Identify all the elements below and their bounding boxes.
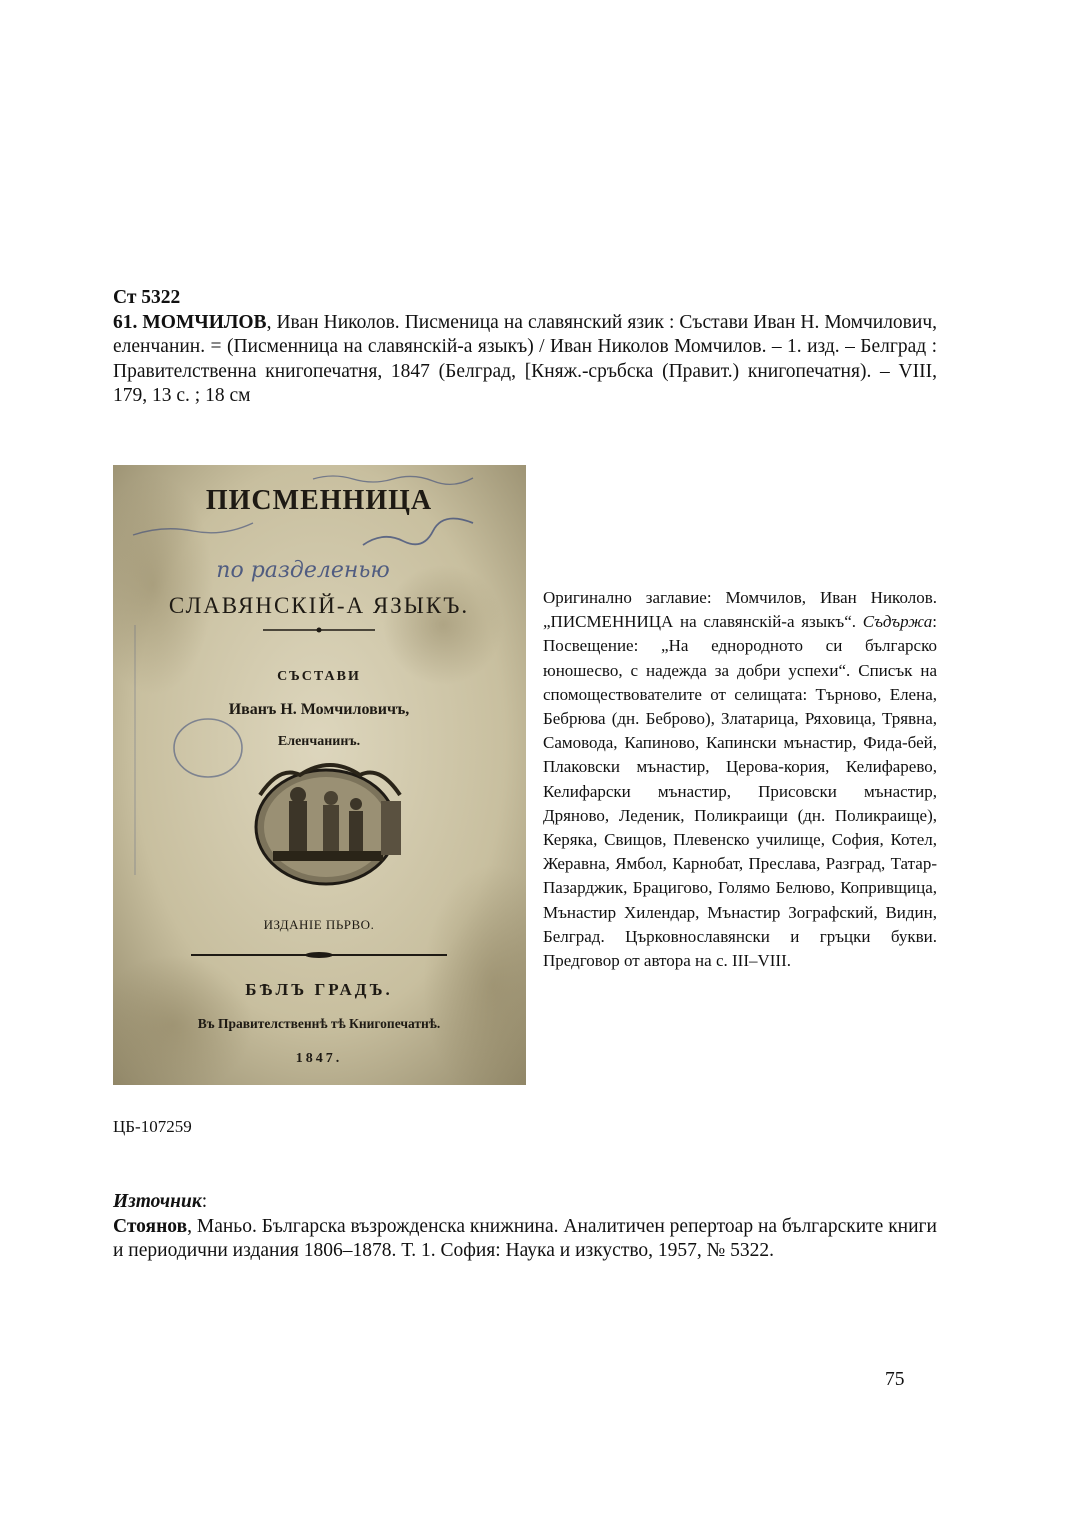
cover-handwritten-line: по разделенью bbox=[216, 558, 390, 583]
source-heading: Източник: bbox=[113, 1191, 208, 1212]
entry-description bbox=[113, 311, 937, 409]
source-citation bbox=[113, 1215, 937, 1264]
contents-text: : Посвещение: „На еднородното си българско юношесво, с надежда за добри успехи“. Списък на спомоществователите от селищата: Търново, Елена, Бебрюва (дн. Беброво), Златарица, Ряховица, Трявна, Самовода, Капиново, Капински мънастир, Фида-бей, Плаковски мънастир, Церова-кория, Келифарево, Келифарски мънастир, Присовски мънастир, Дряново, Леденик, Поликраищи (дн. Поликраище), Керяка, Свищов, Плевенско училище, София, Котел, Жеравна, Ямбол, Карнобат, Преслава, Разград, Татар-Пазарджик, Брацигово, Голямо Белюво, Копривщица, Мънастир Хилендар, Мънастир Зографский, Видин, Белград. Църковнославянски и гръцки букви. Предговор от автора на с. III–VIII. bbox=[543, 612, 937, 971]
source-section bbox=[113, 1190, 937, 1264]
original-title-text: Момчилов, Иван Николов. „ПИСМЕННИЦА на славянскій-а языкъ“. bbox=[543, 588, 937, 632]
cover-subtitle: СЛАВЯНСКІЙ-А ЯЗЫКЪ. bbox=[168, 593, 470, 618]
entry-author: МОМЧИЛОВ bbox=[142, 311, 267, 333]
catalogue-entry bbox=[113, 286, 937, 409]
original-title-label: Оригинално заглавие: bbox=[543, 588, 726, 607]
source-author: Стоянов bbox=[113, 1215, 188, 1237]
entry-text: , Иван Николов. Писменица на славянский язик : Състави Иван Н. Момчилович, еленчанин. = (Писменница на славянскій-а языкъ) / Иван Николов Момчилов. – 1. изд. – Белград : Правителственна книгопечатня, 1847 (Белград, [Княж.-сръбска (Правит.) книгопечатня). – VIII, 179, 13 с. ; 18 см bbox=[113, 311, 937, 407]
cover-composed-by: СЪСТАВИ bbox=[277, 669, 361, 684]
entry-code: Ст 5322 bbox=[113, 287, 181, 308]
original-title-description bbox=[543, 586, 937, 973]
contents-label: Съдържа bbox=[862, 612, 933, 632]
book-cover-photo bbox=[113, 465, 526, 1085]
cover-author: Иванъ Н. Момчиловичъ, bbox=[228, 701, 410, 718]
cover-title: ПИСМЕННИЦА bbox=[205, 485, 433, 516]
entry-number: 61. bbox=[113, 311, 138, 333]
inventory-number: ЦБ-107259 bbox=[113, 1117, 192, 1136]
book-cover-image bbox=[113, 465, 526, 1085]
cover-year: 1847. bbox=[295, 1051, 343, 1066]
cover-edition: ИЗДАНІЕ ПЬРВО. bbox=[263, 917, 375, 932]
page-number: 75 bbox=[885, 1369, 905, 1390]
source-text: , Маньо. Българска възрожденска книжнина. Аналитичен репертоар на българските книги и периодични издания 1806–1878. Т. 1. София: Наука и изкуство, 1957, № 5322. bbox=[113, 1215, 937, 1262]
cover-city: БѢЛЪ ГРАДЪ. bbox=[245, 980, 393, 999]
cover-origin: Еленчанинъ. bbox=[277, 734, 361, 749]
cover-printer: Въ Правителственнѣ тѣ Книгопечатнѣ. bbox=[197, 1016, 441, 1031]
